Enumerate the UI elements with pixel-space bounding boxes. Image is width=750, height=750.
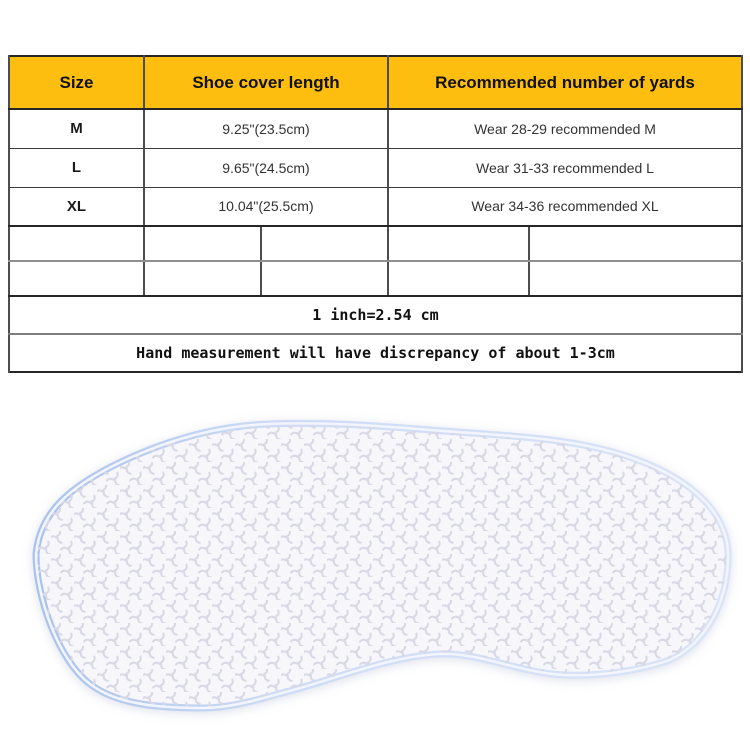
table-row-xl — [9, 187, 742, 226]
size-value: L — [9, 148, 144, 187]
empty-cell — [9, 226, 144, 261]
table-header-row — [9, 56, 742, 109]
note-text: Hand measurement will have discrepancy of about 1-3cm — [9, 334, 742, 372]
empty-cell — [388, 261, 529, 296]
shoe-sole-image — [28, 416, 736, 724]
empty-cell — [144, 261, 261, 296]
empty-cell — [529, 226, 742, 261]
note-row-measurement-discrepancy — [9, 334, 742, 372]
table-row-m — [9, 109, 742, 148]
length-value: 9.25"(23.5cm) — [144, 109, 388, 148]
header-recommended-yards: Recommended number of yards — [388, 56, 742, 109]
empty-cell — [388, 226, 529, 261]
empty-cell — [261, 226, 388, 261]
header-shoe-cover-length: Shoe cover length — [144, 56, 388, 109]
shoe-sole-svg — [28, 416, 736, 724]
empty-cell — [529, 261, 742, 296]
empty-cell — [261, 261, 388, 296]
length-value: 9.65"(24.5cm) — [144, 148, 388, 187]
table-row-l — [9, 148, 742, 187]
header-size: Size — [9, 56, 144, 109]
empty-row — [9, 261, 742, 296]
size-value: XL — [9, 187, 144, 226]
yards-value: Wear 34-36 recommended XL — [388, 187, 742, 226]
length-value: 10.04"(25.5cm) — [144, 187, 388, 226]
empty-cell — [9, 261, 144, 296]
note-text: 1 inch=2.54 cm — [9, 296, 742, 334]
note-row-inch-conversion — [9, 296, 742, 334]
yards-value: Wear 28-29 recommended M — [388, 109, 742, 148]
empty-cell — [144, 226, 261, 261]
size-chart-table — [8, 55, 743, 373]
size-value: M — [9, 109, 144, 148]
yards-value: Wear 31-33 recommended L — [388, 148, 742, 187]
empty-row — [9, 226, 742, 261]
